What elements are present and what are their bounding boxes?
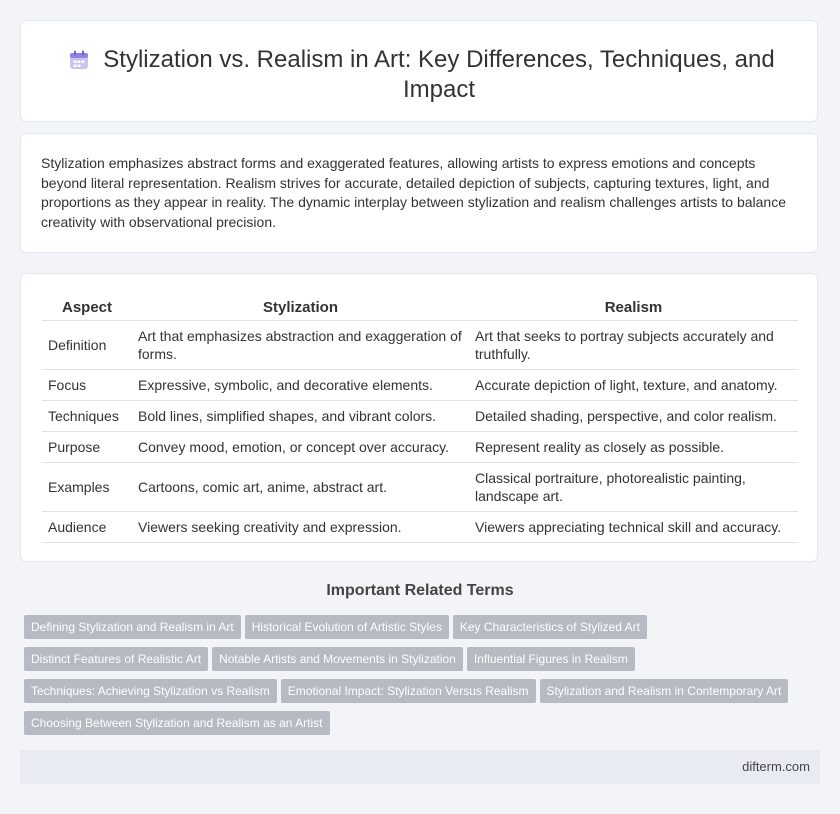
- related-term-tag[interactable]: Notable Artists and Movements in Stylization: [212, 647, 463, 671]
- cell-realism: Classical portraiture, photorealistic painting, landscape art.: [469, 463, 798, 512]
- table-row: [42, 321, 798, 370]
- related-term-tag[interactable]: Defining Stylization and Realism in Art: [24, 615, 241, 639]
- related-terms-list: [24, 615, 814, 743]
- comparison-card: [20, 273, 818, 562]
- intro-text: Stylization emphasizes abstract forms and exaggerated features, allowing artists to express emotions and concepts beyond literal representation. Realism strives for accurate, detailed depiction of subjects, capturing textures, light, and proportions as they appear in reality. The dynamic interplay between stylization and realism challenges artists to balance creativity with observational precision.: [41, 155, 786, 230]
- related-term-tag[interactable]: Stylization and Realism in Contemporary Art: [540, 679, 789, 703]
- comparison-table: [42, 295, 798, 543]
- footer-brand[interactable]: difterm.com: [742, 759, 810, 774]
- related-term-tag[interactable]: Choosing Between Stylization and Realism as an Artist: [24, 711, 330, 735]
- cell-stylization: Viewers seeking creativity and expression.: [132, 512, 469, 543]
- related-term-tag[interactable]: Historical Evolution of Artistic Styles: [245, 615, 449, 639]
- cell-aspect: Purpose: [42, 432, 132, 463]
- cell-aspect: Focus: [42, 370, 132, 401]
- cell-aspect: Examples: [42, 463, 132, 512]
- cell-aspect: Definition: [42, 321, 132, 370]
- table-row: [42, 401, 798, 432]
- table-header-row: [42, 295, 798, 321]
- cell-realism: Viewers appreciating technical skill and accuracy.: [469, 512, 798, 543]
- table-row: [42, 512, 798, 543]
- intro-card: [20, 133, 818, 253]
- title-card: [20, 20, 818, 122]
- cell-realism: Detailed shading, perspective, and color realism.: [469, 401, 798, 432]
- page-title: Stylization vs. Realism in Art: Key Differences, Techniques, and Impact: [103, 46, 775, 103]
- related-term-tag[interactable]: Distinct Features of Realistic Art: [24, 647, 208, 671]
- cell-stylization: Convey mood, emotion, or concept over accuracy.: [132, 432, 469, 463]
- related-term-tag[interactable]: Emotional Impact: Stylization Versus Realism: [281, 679, 536, 703]
- related-terms-title: Important Related Terms: [326, 582, 514, 599]
- table-row: [42, 463, 798, 512]
- related-term-tag[interactable]: Influential Figures in Realism: [467, 647, 635, 671]
- header-realism: Realism: [469, 295, 798, 321]
- cell-stylization: Expressive, symbolic, and decorative elements.: [132, 370, 469, 401]
- table-row: [42, 370, 798, 401]
- cell-aspect: Audience: [42, 512, 132, 543]
- cell-stylization: Bold lines, simplified shapes, and vibrant colors.: [132, 401, 469, 432]
- header-stylization: Stylization: [132, 295, 469, 321]
- cell-stylization: Cartoons, comic art, anime, abstract art.: [132, 463, 469, 512]
- footer: [20, 750, 820, 784]
- cell-stylization: Art that emphasizes abstraction and exaggeration of forms.: [132, 321, 469, 370]
- related-term-tag[interactable]: Techniques: Achieving Stylization vs Realism: [24, 679, 277, 703]
- cell-realism: Accurate depiction of light, texture, and anatomy.: [469, 370, 798, 401]
- related-term-tag[interactable]: Key Characteristics of Stylized Art: [453, 615, 647, 639]
- table-row: [42, 432, 798, 463]
- cell-realism: Art that seeks to portray subjects accurately and truthfully.: [469, 321, 798, 370]
- cell-realism: Represent reality as closely as possible.: [469, 432, 798, 463]
- cell-aspect: Techniques: [42, 401, 132, 432]
- header-aspect: Aspect: [42, 295, 132, 321]
